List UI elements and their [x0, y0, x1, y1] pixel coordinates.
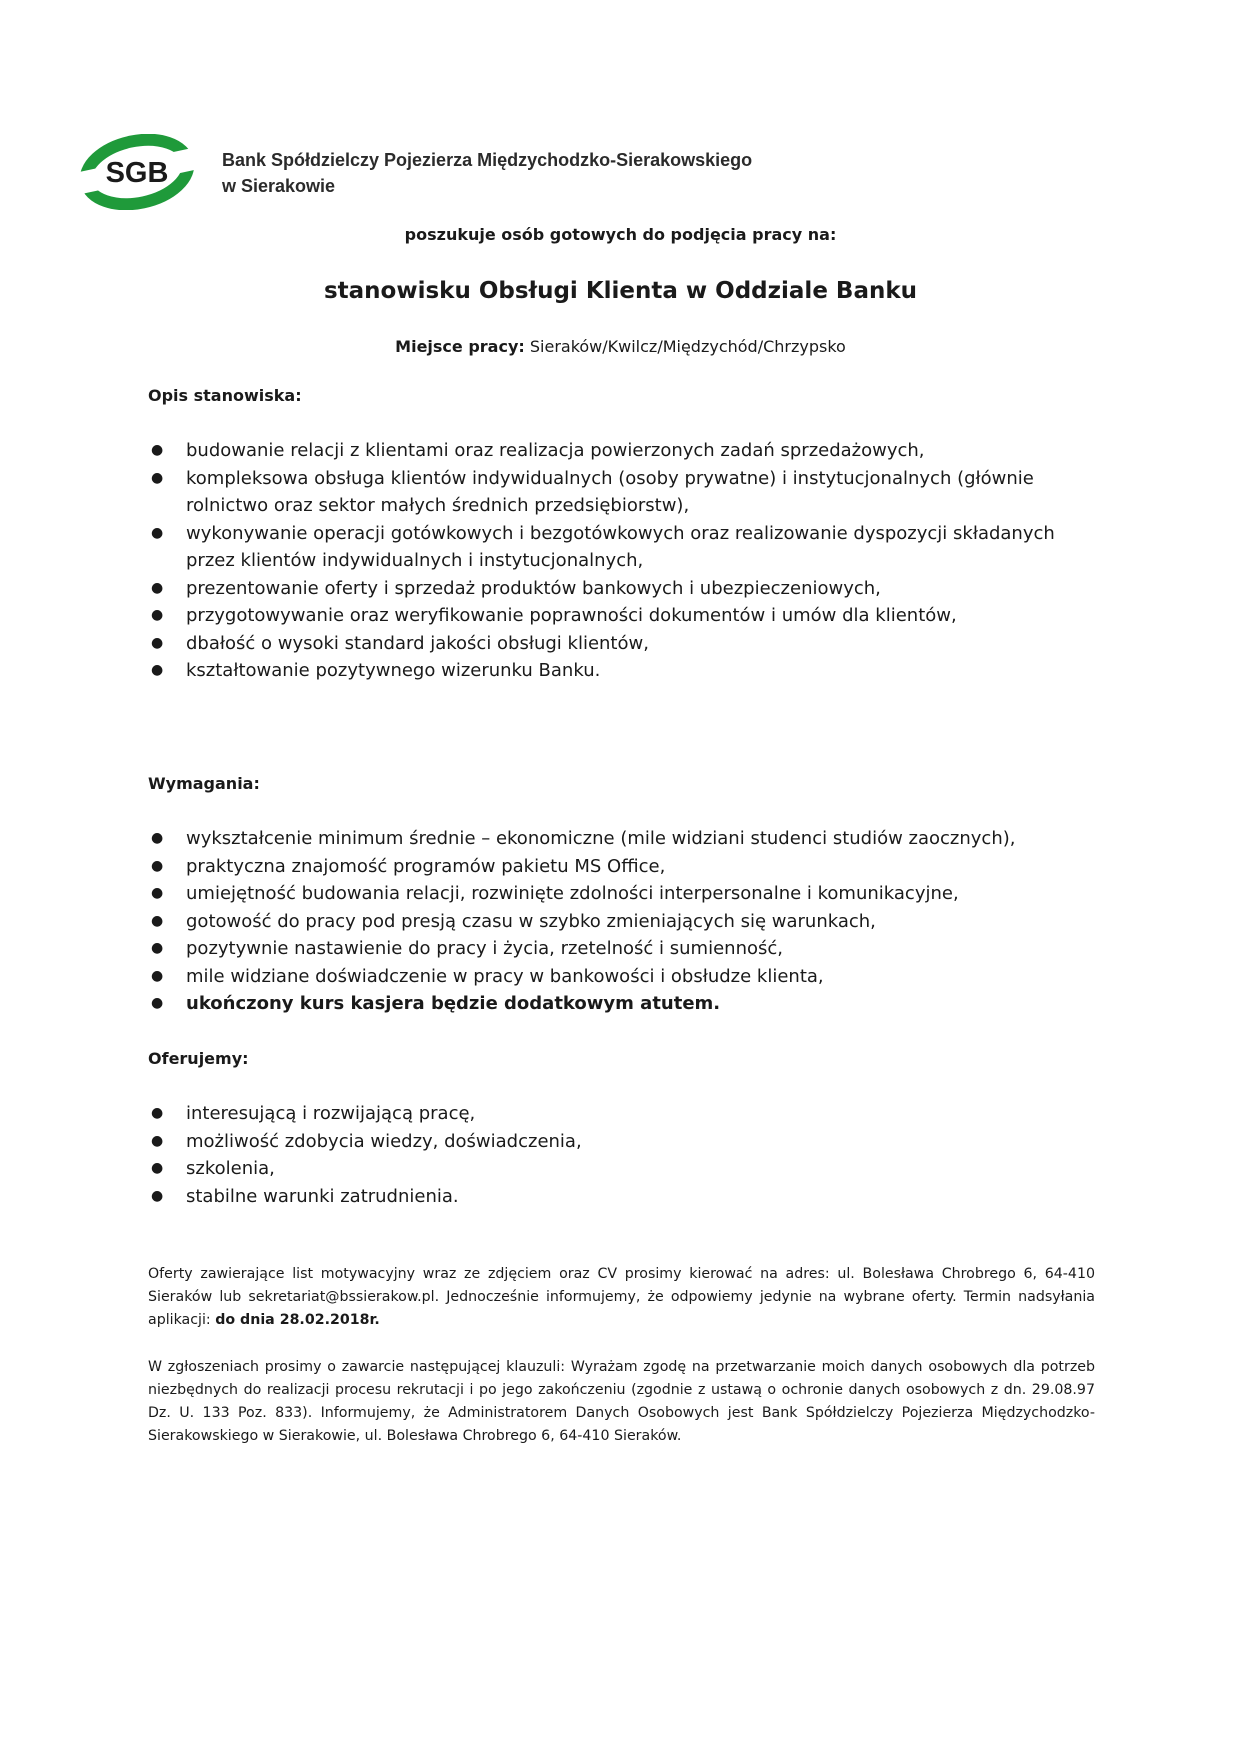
- offer-list: [148, 1100, 1088, 1210]
- workplace-label: Miejsce pracy:: [395, 337, 525, 356]
- bullet-icon: ●: [151, 662, 164, 678]
- list-item: ● prezentowanie oferty i sprzedaż produktów bankowych i ubezpieczeniowych,: [148, 575, 1088, 603]
- list-item: ● stabilne warunki zatrudnienia.: [148, 1183, 1088, 1211]
- workplace-value: Sieraków/Kwilcz/Międzychód/Chrzypsko: [524, 337, 846, 356]
- sgb-logo: [78, 134, 196, 210]
- list-item: ● umiejętność budowania relacji, rozwinięte zdolności interpersonalne i komunikacyjne,: [148, 880, 1088, 908]
- list-item: ● mile widziane doświadczenie w pracy w bankowości i obsłudze klienta,: [148, 963, 1088, 991]
- application-deadline: do dnia 28.02.2018r.: [215, 1312, 380, 1328]
- list-item: ● praktyczna znajomość programów pakietu MS Office,: [148, 853, 1088, 881]
- logo-text: SGB: [105, 157, 169, 189]
- list-item: ● kompleksowa obsługa klientów indywidualnych (osoby prywatne) i instytucjonalnych (głównie rolnictwo oraz sektor małych średnich przedsiębiorstw),: [148, 465, 1088, 520]
- list-item: ● pozytywnie nastawienie do pracy i życia, rzetelność i sumienność,: [148, 935, 1088, 963]
- bullet-icon: ●: [151, 995, 164, 1011]
- list-item: ● dbałość o wysoki standard jakości obsługi klientów,: [148, 630, 1088, 658]
- list-item: ● interesującą i rozwijającą pracę,: [148, 1100, 1088, 1128]
- bullet-icon: ●: [151, 607, 164, 623]
- list-item: ● ukończony kurs kasjera będzie dodatkowym atutem.: [148, 990, 1088, 1018]
- requirements-heading: Wymagania:: [148, 774, 260, 793]
- bullet-icon: ●: [151, 912, 164, 929]
- bullet-icon: ●: [151, 940, 164, 956]
- bullet-icon: ●: [151, 1160, 164, 1176]
- bullet-icon: ●: [151, 1105, 164, 1121]
- list-item: ● możliwość zdobycia wiedzy, doświadczenia,: [148, 1128, 1088, 1156]
- list-item: ● przygotowywanie oraz weryfikowanie poprawności dokumentów i umów dla klientów,: [148, 602, 1088, 630]
- offer-heading: Oferujemy:: [148, 1049, 249, 1068]
- description-list: [148, 437, 1088, 685]
- application-info: [148, 1263, 1095, 1332]
- bank-name-line1: Bank Spółdzielczy Pojezierza Międzychodzko-Sierakowskiego: [222, 150, 753, 170]
- bullet-icon: ●: [151, 885, 164, 901]
- bank-name-line2: w Sierakowie: [222, 176, 336, 196]
- bullet-icon: ●: [151, 524, 164, 541]
- workplace: [0, 337, 1241, 356]
- data-processing-clause: W zgłoszeniach prosimy o zawarcie następującej klauzuli: Wyrażam zgodę na przetwarzanie moich danych osobowych dla potrzeb niezbędnych do realizacji procesu rekrutacji i po jego zakończeniu (zgodnie z ustawą o ochronie danych osobowych z dn. 29.08.97 Dz. U. 133 Poz. 833). Informujemy, że Administratorem Danych Osobowych jest Bank Spółdzielczy Pojezierza Międzychodzko-Sierakowskiego w Sierakowie, ul. Bolesława Chrobrego 6, 64-410 Sieraków.: [148, 1359, 1095, 1444]
- bullet-icon: ●: [151, 857, 164, 874]
- bullet-icon: ●: [151, 579, 164, 596]
- list-item: ● kształtowanie pozytywnego wizerunku Banku.: [148, 657, 1088, 685]
- requirements-list: [148, 825, 1088, 1018]
- list-item: ● budowanie relacji z klientami oraz realizacja powierzonych zadań sprzedażowych,: [148, 437, 1088, 465]
- list-item: ● wykształcenie minimum średnie – ekonomiczne (mile widziani studenci studiów zaocznych),: [148, 825, 1088, 853]
- application-text: Oferty zawierające list motywacyjny wraz ze zdjęciem oraz CV prosimy kierować na adres: ul. Bolesława Chrobrego 6, 64-410 Sieraków lub sekretariat@bssierakow.pl. Jednocześnie informujemy, że odpowiemy jedynie na wybrane oferty. Termin nadsyłania aplikacji:: [148, 1266, 1095, 1328]
- list-item: ● wykonywanie operacji gotówkowych i bezgotówkowych oraz realizowanie dyspozycji składanych przez klientów indywidualnych i instytucjonalnych,: [148, 520, 1088, 575]
- bullet-icon: ●: [151, 1132, 164, 1149]
- bullet-icon: ●: [151, 469, 164, 486]
- list-item: ● gotowość do pracy pod presją czasu w szybko zmieniających się warunkach,: [148, 908, 1088, 936]
- bank-name: [222, 147, 982, 199]
- bullet-icon: ●: [151, 442, 164, 458]
- bullet-icon: ●: [151, 830, 164, 846]
- bullet-icon: ●: [151, 634, 164, 651]
- position-title: stanowisku Obsługi Klienta w Oddziale Banku: [323, 278, 918, 304]
- intro-text: poszukuje osób gotowych do podjęcia pracy na:: [404, 225, 837, 244]
- list-item: ● szkolenia,: [148, 1155, 1088, 1183]
- description-heading: Opis stanowiska:: [148, 386, 302, 405]
- bullet-icon: ●: [151, 1187, 164, 1204]
- bullet-icon: ●: [151, 967, 164, 984]
